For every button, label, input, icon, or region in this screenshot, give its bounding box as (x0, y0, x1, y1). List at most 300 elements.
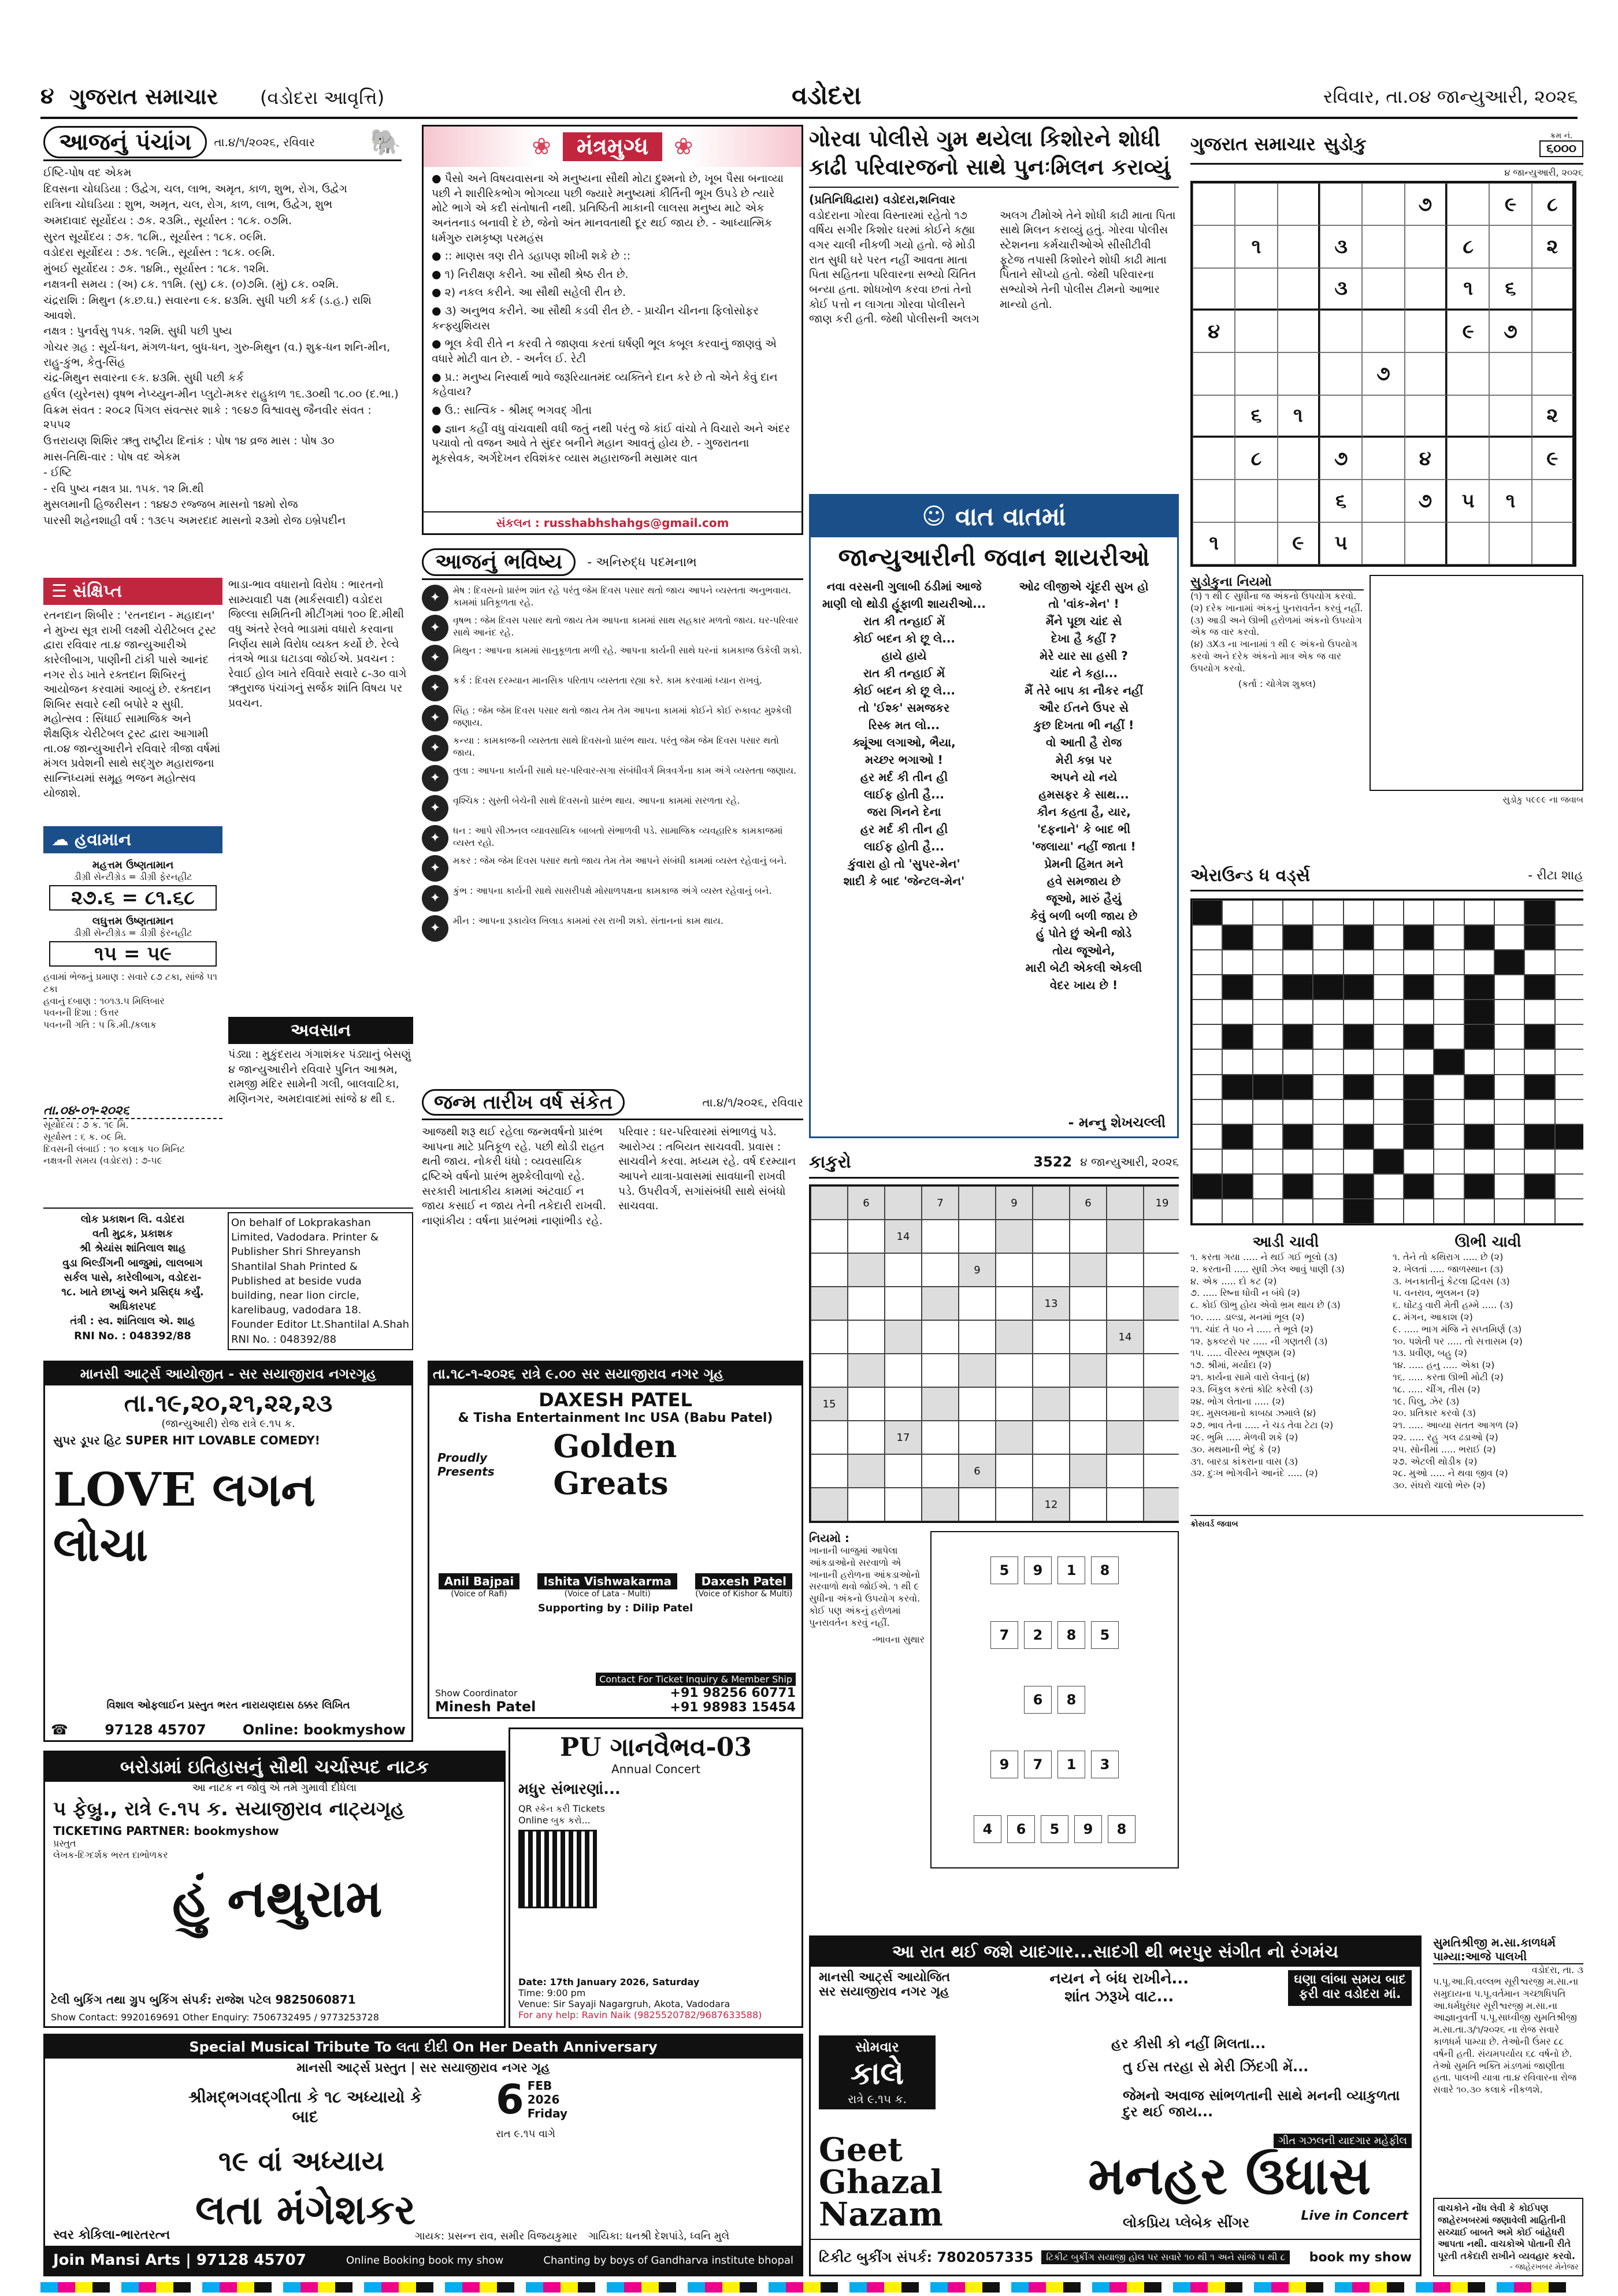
sudoku-cell[interactable]: ૨ (1532, 225, 1574, 268)
sudoku-cell[interactable] (1278, 225, 1320, 268)
crossword-cell[interactable] (1313, 1075, 1343, 1099)
mansi-phone[interactable]: 97128 45707 (105, 1722, 206, 1738)
crossword-cell[interactable] (1404, 1000, 1434, 1024)
crossword-cell[interactable] (1313, 1199, 1343, 1224)
daxesh-minesh: Minesh Patel (435, 1699, 536, 1715)
sudoku-cell[interactable] (1193, 480, 1235, 522)
manhar-bms[interactable]: book my show (1309, 2250, 1412, 2265)
sudoku-cell[interactable] (1235, 183, 1277, 225)
kakuro-cell[interactable] (1070, 1421, 1107, 1454)
sudoku-cell[interactable]: ૮ (1447, 225, 1489, 268)
sudoku-cell[interactable]: ૮ (1532, 183, 1574, 225)
sudoku-cell[interactable] (1532, 268, 1574, 310)
crossword-cell[interactable] (1283, 1049, 1313, 1074)
crossword-cell[interactable] (1344, 1099, 1374, 1124)
ad-pu-gaanvaibhav[interactable] (509, 1727, 803, 2028)
crossword-cell[interactable] (1283, 900, 1313, 925)
crossword-cell[interactable] (1374, 975, 1404, 1000)
crossword-cell[interactable] (1555, 925, 1583, 950)
manhar-booking[interactable]: ટિકીટ બુકીંગ સંપર્ક: 7802057335 (819, 2249, 1034, 2265)
crossword-cell[interactable] (1374, 1049, 1404, 1074)
kakuro-cell[interactable] (848, 1421, 885, 1454)
sudoku-cell[interactable] (1362, 225, 1404, 268)
crossword-cell[interactable] (1494, 1049, 1524, 1074)
kakuro-cell[interactable] (996, 1488, 1033, 1521)
crossword-cell[interactable] (1555, 1174, 1583, 1199)
crossword-cell[interactable] (1283, 1099, 1313, 1124)
sudoku-cell[interactable] (1489, 352, 1531, 395)
crossword-cell[interactable] (1192, 1075, 1222, 1099)
crossword-cell[interactable] (1434, 950, 1464, 975)
sudoku-cell[interactable] (1320, 352, 1362, 395)
ad-lata-mangeshkar[interactable] (43, 2034, 803, 2276)
kakuro-cell[interactable] (1070, 1488, 1107, 1521)
crossword-cell[interactable] (1192, 1199, 1222, 1224)
sudoku-cell[interactable] (1362, 268, 1404, 310)
crossword-cell[interactable] (1344, 950, 1374, 975)
crossword-cell[interactable] (1253, 900, 1283, 925)
kakuro-cell[interactable] (996, 1354, 1033, 1387)
crossword-cell[interactable] (1253, 1124, 1283, 1149)
sudoku-cell[interactable] (1532, 310, 1574, 352)
kakuro-cell[interactable] (959, 1287, 996, 1320)
crossword-cell[interactable] (1555, 1049, 1583, 1074)
kakuro-cell[interactable] (885, 1354, 922, 1387)
crossword-cell[interactable] (1494, 900, 1524, 925)
pu-contact[interactable]: For any help: Ravin Naik (9825520782/9687633588) (518, 2009, 762, 2020)
sudoku-cell[interactable] (1405, 395, 1447, 437)
kakuro-cell[interactable] (1070, 1320, 1107, 1354)
kakuro-cell[interactable] (1070, 1287, 1107, 1320)
sudoku-cell[interactable] (1362, 480, 1404, 522)
crossword-cell[interactable] (1253, 1199, 1283, 1224)
crossword-cell[interactable] (1222, 1149, 1252, 1174)
crossword-cell[interactable] (1253, 975, 1283, 1000)
sudoku-cell[interactable] (1405, 225, 1447, 268)
crossword-cell[interactable] (1434, 1124, 1464, 1149)
kakuro-cell[interactable] (922, 1454, 959, 1488)
crossword-block (1404, 1099, 1434, 1124)
kakuro-cell[interactable] (885, 1387, 922, 1421)
sudoku-grid[interactable] (1190, 181, 1576, 567)
kakuro-cell[interactable] (922, 1320, 959, 1354)
crossword-cell[interactable] (1555, 1099, 1583, 1124)
sudoku-cell[interactable]: ૪ (1405, 437, 1447, 480)
kakuro-cell[interactable] (1107, 1354, 1144, 1387)
crossword-cell[interactable] (1222, 900, 1252, 925)
sudoku-cell[interactable] (1193, 395, 1235, 437)
panchang-line: વડોદરા સૂર્યોદય : ૭ક. ૧૯મિ., સૂર્યાસ્ત : ૧૮ક. ૦૯મિ. (43, 246, 276, 259)
natak-show-contact[interactable]: Show Contact: 9920169691 Other Enquiry: 7506732495 / 9773253728 (51, 2012, 379, 2023)
sudoku-section (1190, 125, 1583, 841)
kakuro-cell[interactable] (1144, 1454, 1179, 1488)
sudoku-cell[interactable] (1235, 480, 1277, 522)
crossword-cell[interactable] (1434, 1000, 1464, 1024)
kakuro-cell[interactable] (885, 1454, 922, 1488)
sudoku-cell[interactable] (1447, 437, 1489, 480)
kakuro-cell[interactable] (1144, 1220, 1179, 1253)
crossword-cell[interactable] (1374, 950, 1404, 975)
crossword-cell[interactable] (1374, 1075, 1404, 1099)
sudoku-cell[interactable] (1193, 268, 1235, 310)
kakuro-cell[interactable] (848, 1387, 885, 1421)
sudoku-cell[interactable] (1278, 480, 1320, 522)
crossword-cell[interactable] (1555, 975, 1583, 1000)
crossword-cell[interactable] (1464, 1049, 1494, 1074)
kakuro-cell[interactable] (1033, 1253, 1070, 1287)
crossword-cell[interactable] (1434, 1024, 1464, 1049)
mantra-item: ● જ્ઞાન કહીં વધુ વાંચવાથી વધી જતું નથી પરંતુ જે કાંઈ વાંચો તે વિચારો અને અંદર પચાવો તો વજન આવે તે સુંદર બનીને મહાન આવતું હોય છે. - ગુજરાતના મૂકસેવક, અર્ગદેખન રવિશંકર વ્યાસ મહારાજની મસ્રામર વાત (432, 422, 791, 465)
crossword-cell[interactable] (1192, 1149, 1222, 1174)
crossword-cell[interactable] (1192, 1000, 1222, 1024)
sudoku-cell[interactable] (1235, 352, 1277, 395)
crossword-cell[interactable] (1253, 1099, 1283, 1124)
sudoku-cell[interactable]: ૧ (1278, 395, 1320, 437)
crossword-cell[interactable] (1374, 1174, 1404, 1199)
sudoku-cell[interactable] (1193, 352, 1235, 395)
kakuro-cell[interactable] (959, 1488, 996, 1521)
sudoku-cell[interactable] (1278, 183, 1320, 225)
lata-online[interactable]: Online Booking book my show (346, 2254, 504, 2267)
ad-golden-greats[interactable] (428, 1361, 803, 1719)
sudoku-cell[interactable] (1489, 395, 1531, 437)
lata-top: Special Musical Tribute To લતા દીદી On Her Death Anniversary (45, 2035, 801, 2059)
sudoku-cell[interactable] (1278, 437, 1320, 480)
kakuro-cell[interactable] (996, 1287, 1033, 1320)
sudoku-cell[interactable] (1362, 437, 1404, 480)
crossword-cell[interactable] (1313, 1099, 1343, 1124)
kakuro-cell[interactable] (1070, 1220, 1107, 1253)
sudoku-cell[interactable]: ૬ (1489, 268, 1531, 310)
crossword-cell[interactable] (1555, 900, 1583, 925)
sudoku-cell[interactable] (1447, 395, 1489, 437)
kakuro-cell[interactable] (922, 1220, 959, 1253)
crossword-cell[interactable] (1434, 1199, 1464, 1224)
sudoku-cell[interactable]: ૯ (1489, 183, 1531, 225)
crossword-cell[interactable] (1222, 1049, 1252, 1074)
crossword-cell[interactable] (1374, 900, 1404, 925)
crossword-cell[interactable] (1313, 900, 1343, 925)
crossword-cell[interactable] (1253, 1149, 1283, 1174)
sudoku-cell[interactable] (1278, 268, 1320, 310)
crossword-cell[interactable] (1464, 950, 1494, 975)
kakuro-cell[interactable] (1033, 1421, 1070, 1454)
sudoku-cell[interactable] (1489, 225, 1531, 268)
crossword-cell[interactable] (1374, 1000, 1404, 1024)
crossword-cell[interactable] (1404, 1049, 1434, 1074)
crossword-cell[interactable] (1434, 1099, 1464, 1124)
crossword-cell[interactable] (1192, 1024, 1222, 1049)
sudoku-cell[interactable]: ૭ (1405, 480, 1447, 522)
crossword-cell[interactable] (1404, 1199, 1434, 1224)
kakuro-cell[interactable] (1107, 1287, 1144, 1320)
kakuro-cell[interactable] (1144, 1421, 1179, 1454)
sudoku-cell[interactable] (1532, 352, 1574, 395)
crossword-cell[interactable] (1222, 1000, 1252, 1024)
sudoku-cell[interactable]: ૧ (1193, 522, 1235, 564)
sudoku-cell[interactable] (1320, 183, 1362, 225)
kakuro-cell[interactable] (1033, 1220, 1070, 1253)
sudoku-cell[interactable] (1405, 310, 1447, 352)
kakuro-cell[interactable] (1070, 1387, 1107, 1421)
sudoku-cell[interactable] (1278, 310, 1320, 352)
sudoku-cell[interactable]: ૬ (1320, 480, 1362, 522)
kakuro-cell[interactable] (811, 1220, 848, 1253)
crossword-block (1344, 1024, 1374, 1049)
kakuro-cell[interactable] (848, 1287, 885, 1320)
crossword-cell[interactable] (1494, 1149, 1524, 1174)
sudoku-cell[interactable] (1235, 310, 1277, 352)
crossword-cell[interactable] (1192, 1099, 1222, 1124)
crossword-cell[interactable] (1464, 1199, 1494, 1224)
sudoku-cell[interactable] (1532, 522, 1574, 564)
kakuro-cell[interactable] (811, 1454, 848, 1488)
crossword-cell[interactable] (1283, 1199, 1313, 1224)
crossword-cell[interactable] (1283, 950, 1313, 975)
kakuro-cell[interactable] (1144, 1253, 1179, 1287)
crossword-cell[interactable] (1313, 1000, 1343, 1024)
crossword-cell[interactable] (1344, 1000, 1374, 1024)
ad-love-lagan-locha[interactable] (43, 1361, 413, 1742)
crossword-cell[interactable] (1253, 925, 1283, 950)
kakuro-cell[interactable] (848, 1220, 885, 1253)
crossword-cell[interactable] (1344, 900, 1374, 925)
kakuro-cell[interactable] (1033, 1320, 1070, 1354)
kakuro-cell[interactable] (811, 1320, 848, 1354)
lata-join[interactable]: Join Mansi Arts | 97128 45707 (53, 2252, 306, 2269)
crossword-cell[interactable] (1374, 1199, 1404, 1224)
mansi-head: માનસી આર્ટ્સ આયોજીત - સર સયાજીરાવ નગરગૃહ (45, 1362, 411, 1385)
sudoku-cell[interactable] (1362, 395, 1404, 437)
sudoku-cell[interactable]: ૫ (1447, 480, 1489, 522)
sudoku-cell[interactable] (1489, 522, 1531, 564)
natak-contact[interactable]: ટેલી બુકિંગ તથા ગ્રુપ બુકિંગ સંપર્ક: રાજેશ પટેલ 9825060871 (51, 1993, 356, 2007)
crossword-cell[interactable] (1434, 975, 1464, 1000)
sudoku-cell[interactable] (1362, 522, 1404, 564)
kakuro-cell[interactable] (885, 1253, 922, 1287)
crossword-cell[interactable] (1253, 950, 1283, 975)
crossword-cell[interactable] (1494, 1075, 1524, 1099)
panchang-line: - રવિ પુષ્ય નક્ષત્ર પ્રા. ૧૫ક. ૧૨ મિ.થી (43, 482, 204, 495)
crossword-cell[interactable] (1313, 950, 1343, 975)
crossword-cell[interactable] (1222, 950, 1252, 975)
sudoku-cell[interactable] (1235, 522, 1277, 564)
crossword-cell[interactable] (1464, 900, 1494, 925)
sudoku-cell[interactable] (1405, 352, 1447, 395)
crossword-cell[interactable] (1434, 925, 1464, 950)
sudoku-cell[interactable]: ૩ (1320, 268, 1362, 310)
sudoku-cell[interactable]: ૬ (1235, 395, 1277, 437)
kakuro-cell[interactable] (885, 1488, 922, 1521)
crossword-cell[interactable] (1555, 1075, 1583, 1099)
mansi-book[interactable]: Online: bookmyshow (242, 1722, 406, 1738)
kakuro-cell[interactable] (1033, 1454, 1070, 1488)
kakuro-cell[interactable] (1107, 1488, 1144, 1521)
kakuro-cell[interactable] (959, 1320, 996, 1354)
kakuro-grid[interactable] (809, 1184, 1179, 1523)
sudoku-cell[interactable] (1447, 183, 1489, 225)
sudoku-cell[interactable]: ૯ (1532, 437, 1574, 480)
crossword-cell[interactable] (1524, 1149, 1554, 1174)
sudoku-cell[interactable]: ૫ (1320, 522, 1362, 564)
kakuro-clue-cell (996, 1421, 1033, 1454)
crossword-cell[interactable] (1192, 1049, 1222, 1074)
kakuro-cell[interactable] (922, 1253, 959, 1287)
kakuro-clue-cell (1107, 1421, 1144, 1454)
sudoku-cell[interactable] (1362, 183, 1404, 225)
crossword-cell[interactable] (1464, 1099, 1494, 1124)
kakuro-cell[interactable] (959, 1387, 996, 1421)
kakuro-cell[interactable] (1107, 1253, 1144, 1287)
sudoku-cell[interactable]: ૧ (1235, 225, 1277, 268)
crossword-cell[interactable] (1313, 1149, 1343, 1174)
crossword-cell[interactable] (1253, 1049, 1283, 1074)
kakuro-cell[interactable] (996, 1253, 1033, 1287)
crossword-cell[interactable] (1313, 1124, 1343, 1149)
crossword-cell[interactable] (1434, 1075, 1464, 1099)
sudoku-cell[interactable]: ૭ (1320, 437, 1362, 480)
sudoku-cell[interactable]: ૭ (1405, 183, 1447, 225)
kakuro-cell[interactable] (885, 1287, 922, 1320)
kakuro-cell[interactable] (922, 1354, 959, 1387)
crossword-cell[interactable] (1192, 925, 1222, 950)
crossword-cell[interactable] (1222, 1199, 1252, 1224)
sudoku-cell[interactable]: ૩ (1320, 225, 1362, 268)
sudoku-cell[interactable] (1320, 395, 1362, 437)
crossword-cell[interactable] (1192, 975, 1222, 1000)
crossword-cell[interactable] (1464, 1149, 1494, 1174)
crossword-cell[interactable] (1404, 950, 1434, 975)
kakuro-cell[interactable] (811, 1253, 848, 1287)
sudoku-cell[interactable] (1235, 268, 1277, 310)
kakuro-cell[interactable] (959, 1421, 996, 1454)
sudoku-cell[interactable] (1193, 183, 1235, 225)
kakuro-cell[interactable] (996, 1387, 1033, 1421)
daxesh-time: રાત્રે ૯.૦૦ (521, 1366, 576, 1382)
crossword-cell[interactable] (1494, 975, 1524, 1000)
sudoku-cell[interactable]: ૭ (1362, 352, 1404, 395)
daxesh-contact1[interactable]: +91 98256 60771 (670, 1686, 796, 1700)
sudoku-cell[interactable]: ૮ (1235, 437, 1277, 480)
crossword-cell[interactable] (1313, 1174, 1343, 1199)
crossword-cell[interactable] (1555, 1000, 1583, 1024)
sudoku-cell[interactable] (1320, 310, 1362, 352)
sudoku-cell[interactable]: ૨ (1532, 395, 1574, 437)
crossword-cell[interactable] (1404, 900, 1434, 925)
crossword-cell[interactable] (1253, 1000, 1283, 1024)
crossword-cell[interactable] (1283, 1000, 1313, 1024)
kakuro-cell[interactable] (1107, 1454, 1144, 1488)
kakuro-cell[interactable] (848, 1488, 885, 1521)
crossword-cell[interactable] (1494, 1024, 1524, 1049)
crossword-cell[interactable] (1494, 1000, 1524, 1024)
sudoku-cell[interactable] (1405, 268, 1447, 310)
rashi-text: ધન : આપે સીઝનલ વ્યાવસાયિક બાબતો સંભાળવી પડે. સામાજિક વ્યવહારિક કામકાજમાં વ્યસ્ત રહો. (453, 825, 783, 848)
sudoku-cell[interactable]: ૧ (1489, 480, 1531, 522)
crossword-cell[interactable] (1494, 1174, 1524, 1199)
kakuro-cell[interactable] (922, 1421, 959, 1454)
qr-code-icon[interactable] (518, 1830, 597, 1908)
crossword-cell[interactable] (1555, 950, 1583, 975)
crossword-cell[interactable] (1283, 1149, 1313, 1174)
sudoku-cell[interactable] (1193, 437, 1235, 480)
crossword-cell[interactable] (1313, 1024, 1343, 1049)
sudoku-cell[interactable]: ૯ (1278, 522, 1320, 564)
crossword-cell[interactable] (1192, 1124, 1222, 1149)
kakuro-cell[interactable] (1144, 1320, 1179, 1354)
sudoku-cell[interactable] (1278, 352, 1320, 395)
crossword-cell[interactable] (1524, 1000, 1554, 1024)
sun-table (43, 1104, 222, 1202)
crossword-cell[interactable] (1524, 1049, 1554, 1074)
crossword-cell[interactable] (1524, 1099, 1554, 1124)
crossword-grid[interactable] (1190, 898, 1583, 1225)
daxesh-proudly: Proudly Presents (437, 1451, 495, 1478)
sudoku-cell[interactable] (1489, 437, 1531, 480)
crossword-cell[interactable] (1404, 1149, 1434, 1174)
sudoku-cell[interactable] (1362, 310, 1404, 352)
crossword-cell[interactable] (1494, 925, 1524, 950)
crossword-cell[interactable] (1192, 950, 1222, 975)
crossword-cell[interactable] (1253, 1174, 1283, 1199)
crossword-cell[interactable] (1344, 1049, 1374, 1074)
crossword-cell[interactable] (1313, 925, 1343, 950)
kakuro-cell[interactable] (811, 1354, 848, 1387)
crossword-cell[interactable] (1344, 1149, 1374, 1174)
kakuro-cell[interactable] (959, 1220, 996, 1253)
crossword-cell[interactable] (1555, 1199, 1583, 1224)
kakuro-cell[interactable] (848, 1320, 885, 1354)
kakuro-cell[interactable] (811, 1421, 848, 1454)
kakuro-cell[interactable] (1144, 1354, 1179, 1387)
crossword-cell[interactable] (1313, 1049, 1343, 1074)
crossword-cell[interactable] (1434, 900, 1464, 925)
crossword-cell[interactable] (1253, 1024, 1283, 1049)
sudoku-cell[interactable] (1532, 480, 1574, 522)
sudoku-cell[interactable]: ૧ (1447, 268, 1489, 310)
crossword-cell[interactable] (1434, 1149, 1464, 1174)
ad-manhar-udhas[interactable] (809, 1935, 1422, 2276)
crossword-cell[interactable] (1374, 1024, 1404, 1049)
kakuro-cell[interactable] (1107, 1387, 1144, 1421)
sudoku-cell[interactable] (1193, 225, 1235, 268)
kakuro-cell[interactable] (1033, 1354, 1070, 1387)
crossword-cell[interactable] (1494, 1124, 1524, 1149)
sudoku-cell[interactable] (1447, 522, 1489, 564)
sudoku-cell[interactable]: ૭ (1489, 310, 1531, 352)
crossword-cell[interactable] (1434, 1174, 1464, 1199)
crossword-cell[interactable] (1374, 1124, 1404, 1149)
ad-nathuram[interactable] (43, 1751, 506, 2028)
crossword-cell[interactable] (1555, 1149, 1583, 1174)
poem-line: મૈં તેરે બાપ કા નૌકર નહીં (1025, 683, 1143, 697)
sudoku-cell[interactable]: ૯ (1447, 310, 1489, 352)
crossword-cell[interactable] (1494, 1099, 1524, 1124)
sudoku-cell[interactable] (1447, 352, 1489, 395)
crossword-cell[interactable] (1222, 1099, 1252, 1124)
sudoku-cell[interactable] (1405, 522, 1447, 564)
panchang-line: મુસલમાની હિજરીસન : ૧૪૪૭ રજ્જબ માસનો ૧૪મો રોજ (43, 498, 298, 511)
crossword-cell[interactable] (1374, 925, 1404, 950)
crossword-cell[interactable] (1494, 1199, 1524, 1224)
crossword-cell[interactable] (1524, 1199, 1554, 1224)
sudoku-cell[interactable]: ૪ (1193, 310, 1235, 352)
crossword-cell[interactable] (1555, 1024, 1583, 1049)
daxesh-contact2[interactable]: +91 98983 15454 (670, 1700, 796, 1715)
crossword-cell[interactable] (1374, 1099, 1404, 1124)
crossword-cell[interactable] (1524, 950, 1554, 975)
kakuro-cell[interactable] (996, 1454, 1033, 1488)
